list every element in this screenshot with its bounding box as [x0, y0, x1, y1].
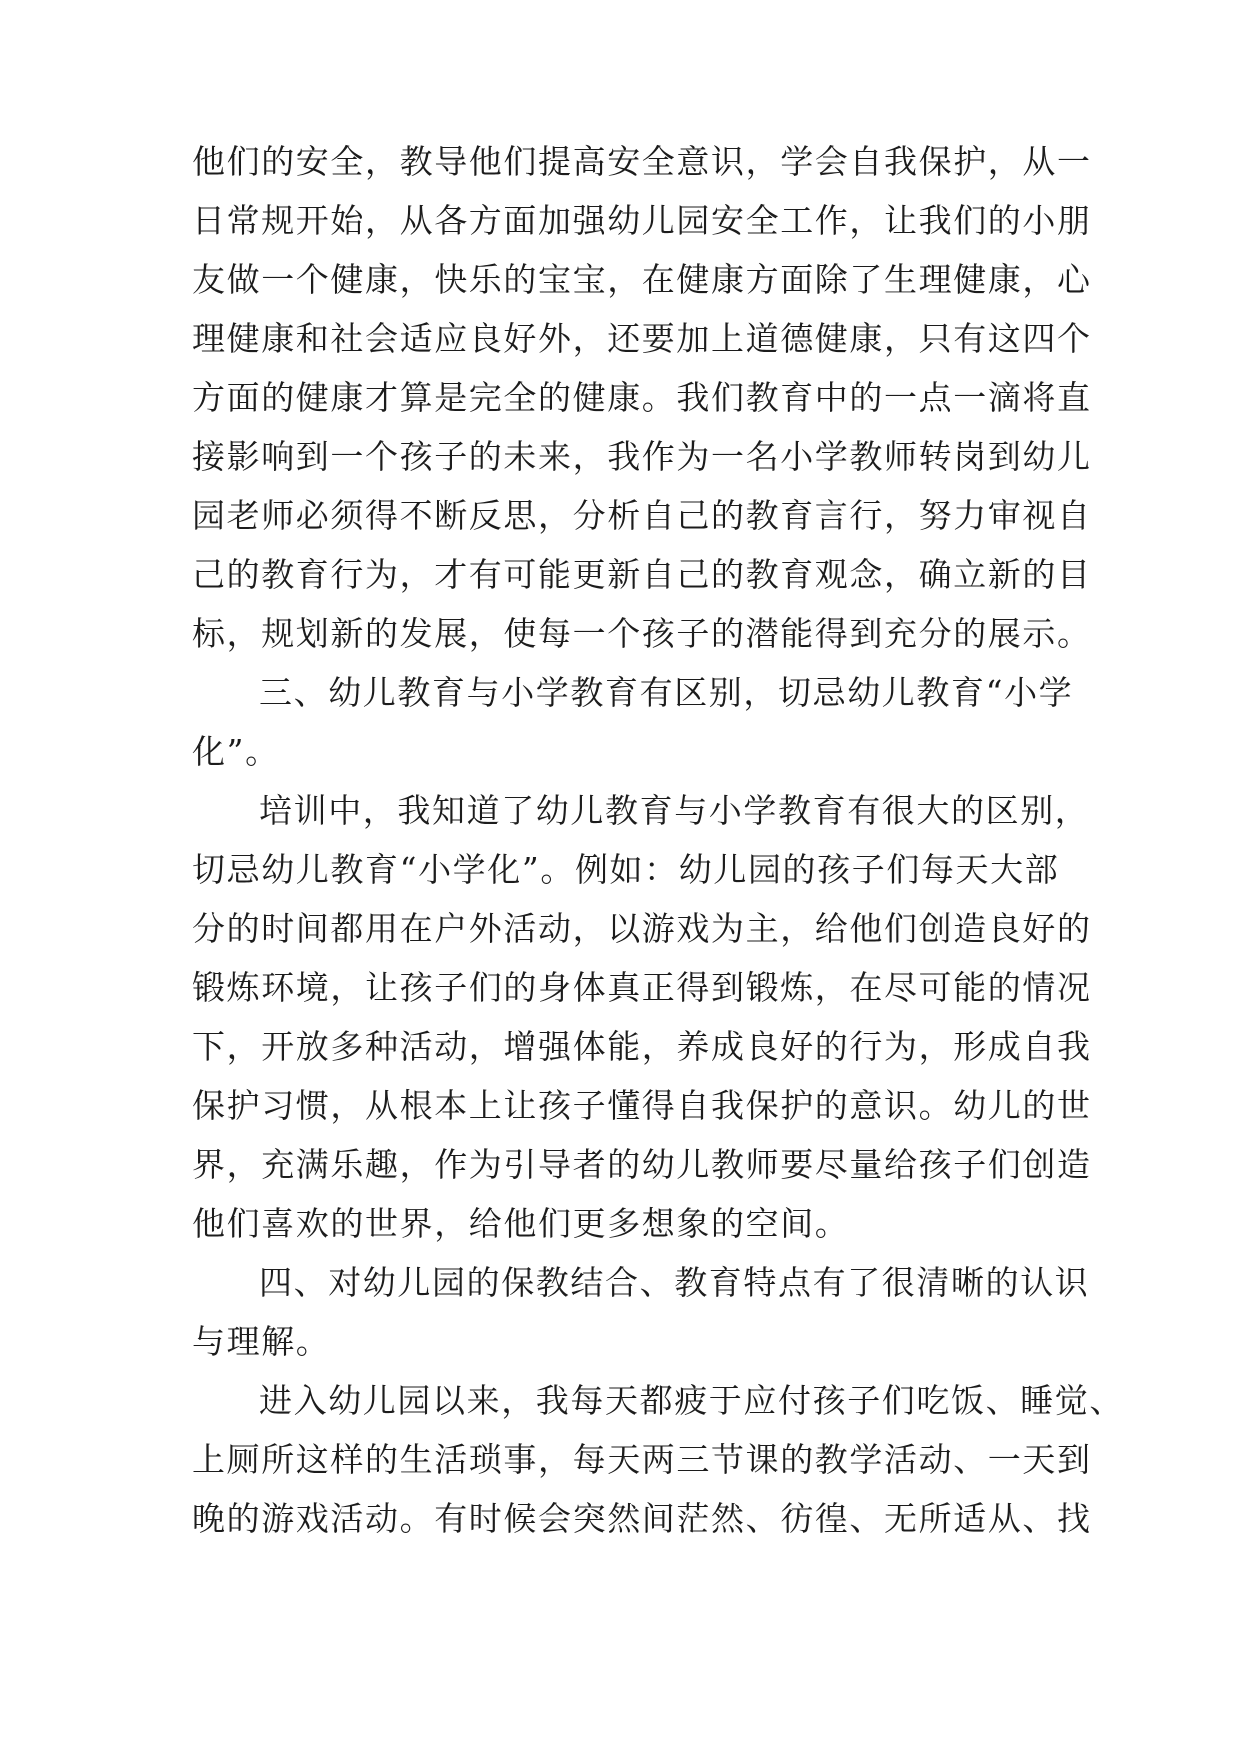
- text-line: 他们喜欢的世界，给他们更多想象的空间。: [192, 1204, 850, 1243]
- section-heading-line: 与理解。: [192, 1322, 331, 1361]
- text-line: 园老师必须得不断反思，分析自己的教育言行，努力审视自: [192, 496, 1092, 535]
- text-line: 下，开放多种活动，增强体能，养成良好的行为，形成自我: [192, 1027, 1092, 1066]
- text-line: 友做一个健康，快乐的宝宝，在健康方面除了生理健康，心: [192, 260, 1092, 299]
- paragraph-first-line: 进入幼儿园以来，我每天都疲于应付孩子们吃饭、睡觉、: [259, 1381, 1124, 1420]
- text-line: 方面的健康才算是完全的健康。我们教育中的一点一滴将直: [192, 378, 1092, 417]
- text-line: 界，充满乐趣，作为引导者的幼儿教师要尽量给孩子们创造: [192, 1145, 1092, 1184]
- text-line: 日常规开始，从各方面加强幼儿园安全工作，让我们的小朋: [192, 201, 1092, 240]
- text-line: 分的时间都用在户外活动，以游戏为主，给他们创造良好的: [192, 909, 1092, 948]
- section-heading-line: 化”。: [192, 732, 280, 771]
- text-line: 切忌幼儿教育“小学化”。例如：幼儿园的孩子们每天大部: [192, 850, 1060, 889]
- text-line: 锻炼环境，让孩子们的身体真正得到锻炼，在尽可能的情况: [192, 968, 1092, 1007]
- text-line: 标，规划新的发展，使每一个孩子的潜能得到充分的展示。: [192, 614, 1092, 653]
- text-line: 保护习惯，从根本上让孩子懂得自我保护的意识。幼儿的世: [192, 1086, 1092, 1125]
- text-line: 接影响到一个孩子的未来，我作为一名小学教师转岗到幼儿: [192, 437, 1092, 476]
- text-line: 他们的安全，教导他们提高安全意识，学会自我保护，从一: [192, 142, 1092, 181]
- section-heading-line: 三、幼儿教育与小学教育有区别，切忌幼儿教育“小学: [259, 673, 1074, 712]
- text-line: 理健康和社会适应良好外，还要加上道德健康，只有这四个: [192, 319, 1092, 358]
- text-line: 己的教育行为，才有可能更新自己的教育观念，确立新的目: [192, 555, 1092, 594]
- body-text: [192, 132, 1124, 1548]
- text-line: 晚的游戏活动。有时候会突然间茫然、彷徨、无所适从、找: [192, 1499, 1092, 1538]
- section-heading-line: 四、对幼儿园的保教结合、教育特点有了很清晰的认识: [259, 1263, 1090, 1302]
- text-line: 上厕所这样的生活琐事，每天两三节课的教学活动、一天到: [192, 1440, 1092, 1479]
- paragraph-first-line: 培训中，我知道了幼儿教育与小学教育有很大的区别，: [259, 791, 1090, 830]
